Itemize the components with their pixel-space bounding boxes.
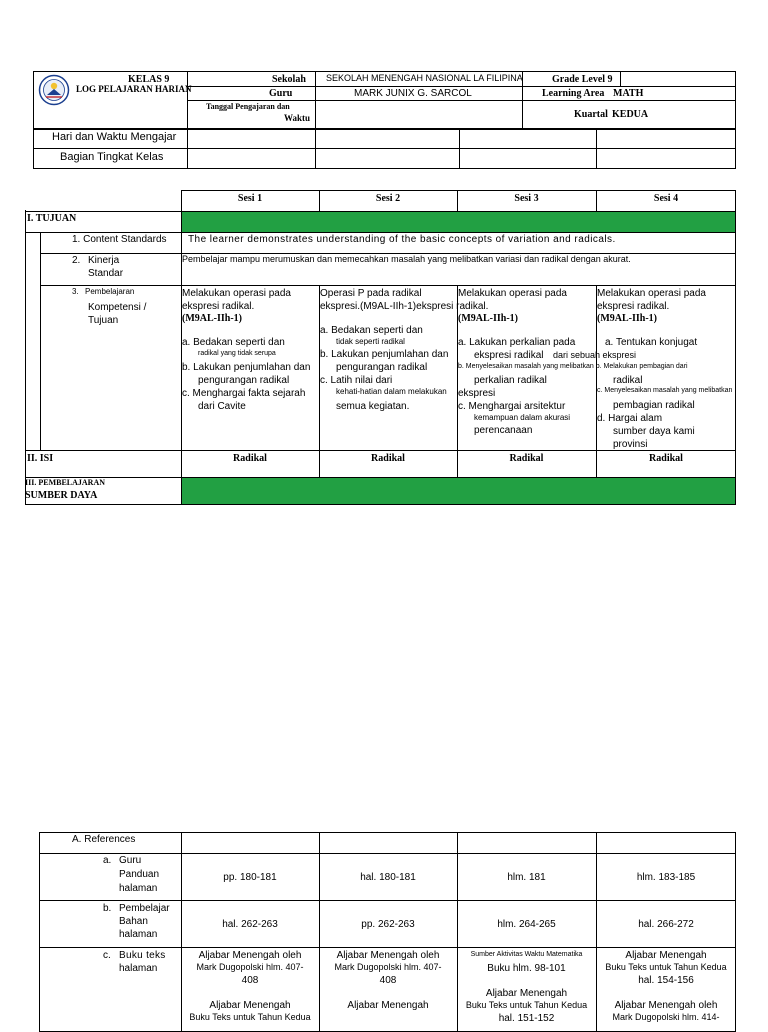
s4-a1: a. Tentukan konjugat — [605, 337, 698, 348]
s3-b2: ekspresi — [458, 388, 496, 399]
sumber-daya-title: SUMBER DAYA — [25, 490, 98, 501]
buku-s2-line-2: Mark Dugopolski hlm. 407- — [334, 962, 442, 972]
pembelajaran-title: III. PEMBELAJARAN — [25, 478, 106, 487]
buku-s4-line-5: Mark Dugopolski hlm. 414- — [612, 1012, 720, 1022]
s3-line-1: Melakukan operasi pada — [458, 288, 567, 299]
s4-d1: d. Hargai alam — [597, 413, 663, 424]
kinerja-text: Pembelajar mampu merumuskan dan memecahkan masalah yang melibatkan variasi dan radikal dengan akurat. — [182, 254, 631, 264]
grade-level-label: Grade Level 9 — [552, 74, 613, 85]
sumber-daya-green-bar — [182, 478, 735, 504]
guru-value: MARK JUNIX G. SARCOL — [354, 88, 472, 99]
guru-ref-label-1: Guru — [119, 855, 142, 866]
kompetensi-label-1: Kompetensi / — [88, 302, 147, 313]
s2-b1: b. Lakukan penjumlahan dan — [320, 349, 449, 360]
sekolah-value: SEKOLAH MENENGAH NASIONAL LA FILIPINA — [326, 73, 523, 83]
learning-area-label: Learning Area — [542, 88, 605, 99]
isi-session-3: Radikal — [509, 453, 544, 464]
buku-s1-line-3: 408 — [241, 975, 259, 986]
s1-line-1: Melakukan operasi pada — [182, 288, 291, 299]
isi-session-4: Radikal — [649, 453, 683, 464]
buku-s2-line-1: Aljabar Menengah oleh — [336, 950, 440, 961]
bagian-label: Bagian Tingkat Kelas — [60, 151, 164, 163]
content-standards-text: The learner demonstrates understanding of the basic concepts of variation and radicals. — [188, 234, 616, 245]
s1-c2: dari Cavite — [198, 401, 246, 412]
pemb-ref-s4: hal. 266-272 — [638, 919, 694, 930]
content-standards-label: 1. Content Standards — [72, 234, 167, 245]
s2-a2: tidak seperti radikal — [336, 337, 405, 346]
s1-line-2: ekspresi radikal. — [182, 301, 255, 312]
s3-a2: ekspresi radikal — [474, 350, 544, 361]
isi-title: II. ISI — [27, 453, 54, 464]
buku-s3-line-5: hal. 151-152 — [498, 1013, 555, 1024]
guru-ref-num: a. — [103, 855, 112, 866]
kinerja-label-1: Kinerja — [88, 255, 120, 266]
s2-c2: kehati-hatian dalam melakukan — [336, 387, 447, 396]
session-4-header: Sesi 4 — [653, 193, 679, 204]
pemb-ref-num: b. — [103, 903, 112, 914]
s1-a2: radikal yang tidak serupa — [198, 350, 276, 357]
references-title: A. References — [72, 834, 136, 845]
s2-b2: pengurangan radikal — [336, 362, 428, 373]
buku-s2-line-3: 408 — [379, 975, 397, 986]
guru-ref-label-3: halaman — [119, 883, 158, 894]
s1-code: (M9AL-IIh-1) — [182, 313, 242, 324]
pemb-ref-s1: hal. 262-263 — [222, 919, 278, 930]
s4-c0: c. Menyelesaikan masalah yang melibatkan — [597, 387, 733, 394]
buku-ref-num: c. — [103, 950, 111, 961]
guru-ref-s1: pp. 180-181 — [223, 872, 277, 883]
s2-line-1: Operasi P pada radikal — [320, 288, 422, 299]
tujuan-title: I. TUJUAN — [27, 213, 77, 224]
s2-c3: semua kegiatan. — [336, 401, 410, 412]
s3-a2b: dari sebuah ekspresi — [553, 350, 637, 360]
guru-ref-s2: hal. 180-181 — [360, 872, 416, 883]
deped-seal-logo — [38, 74, 70, 106]
isi-session-2: Radikal — [371, 453, 405, 464]
buku-s3-line-4: Buku Teks untuk Tahun Kedua — [465, 1000, 588, 1010]
s3-c2: kemampuan dalam akurasi — [474, 413, 571, 422]
session-3-header: Sesi 3 — [514, 193, 539, 204]
kompetensi-num: 3. — [72, 287, 79, 296]
s1-b1: b. Lakukan penjumlahan dan — [182, 362, 311, 373]
sekolah-label: Sekolah — [272, 74, 306, 85]
buku-s1-line-4: Aljabar Menengah — [209, 1000, 291, 1011]
kompetensi-label-2: Tujuan — [88, 315, 119, 326]
buku-s4-line-2: Buku Teks untuk Tahun Kedua — [605, 962, 727, 972]
buku-s4-line-3: hal. 154-156 — [638, 975, 694, 986]
s2-a1: a. Bedakan seperti dan — [320, 325, 423, 336]
pemb-ref-s3: hlm. 264-265 — [497, 919, 556, 930]
hari-label: Hari dan Waktu Mengajar — [52, 131, 177, 143]
log-title: LOG PELAJARAN HARIAN — [76, 84, 192, 94]
buku-s1-line-5: Buku Teks untuk Tahun Kedua — [189, 1012, 311, 1022]
buku-s3-line-3: Aljabar Menengah — [485, 988, 568, 999]
s2-c1: c. Latih nilai dari — [320, 375, 393, 386]
s3-b1: perkalian radikal — [474, 375, 547, 386]
s3-code: (M9AL-IIh-1) — [458, 313, 518, 324]
tujuan-green-bar — [182, 212, 735, 232]
s4-c1: pembagian radikal — [613, 400, 695, 411]
guru-label: Guru — [269, 88, 293, 99]
s3-a1: a. Lakukan perkalian pada — [458, 337, 576, 348]
s3-b0: b. Menyelesaikan masalah yang melibatkan b. Melakukan pembagian dari — [458, 363, 688, 370]
s4-code: (M9AL-IIh-1) — [597, 313, 657, 324]
buku-s4-line-1: Aljabar Menengah — [625, 950, 707, 961]
pemb-ref-s2: pp. 262-263 — [361, 919, 415, 930]
guru-ref-s4: hlm. 183-185 — [636, 872, 696, 883]
s1-b2: pengurangan radikal — [198, 375, 290, 386]
waktu-label: Waktu — [284, 113, 311, 123]
pemb-ref-label-3: halaman — [119, 929, 158, 940]
session-2-header: Sesi 2 — [375, 193, 401, 204]
session-1-header: Sesi 1 — [237, 193, 263, 204]
s4-line-2: ekspresi radikal. — [597, 301, 670, 312]
kuartal-value: KEDUA — [612, 109, 649, 120]
s4-b1: radikal — [613, 375, 643, 386]
s1-a1: a. Bedakan seperti dan — [182, 337, 285, 348]
kinerja-num: 2. — [72, 255, 81, 266]
pemb-ref-label-2: Bahan — [119, 916, 148, 927]
buku-ref-label-2: halaman — [119, 963, 158, 974]
tanggal-label: Tanggal Pengajaran dan — [206, 102, 290, 111]
s4-line-1: Melakukan operasi pada — [597, 288, 706, 299]
s2-line-2: ekspresi.(M9AL-IIh-1)ekspresi radikal. — [320, 301, 489, 312]
kinerja-label-2: Standar — [88, 268, 124, 279]
buku-ref-label-1: Buku teks — [119, 950, 166, 961]
s4-d2: sumber daya kami — [613, 426, 695, 437]
s1-c1: c. Menghargai fakta sejarah — [182, 388, 306, 399]
s3-c1: c. Menghargai arsitektur — [458, 401, 566, 412]
s4-d3: provinsi — [613, 439, 648, 450]
guru-ref-s3: hlm. 181 — [507, 872, 546, 883]
buku-s1-line-1: Aljabar Menengah oleh — [198, 950, 302, 961]
learning-area-value: MATH — [613, 88, 644, 99]
kelas-label: KELAS 9 — [128, 74, 170, 85]
buku-s1-line-2: Mark Dugopolski hlm. 407- — [196, 962, 304, 972]
pemb-ref-label-1: Pembelajar — [119, 903, 170, 914]
buku-s3-line-1: Sumber Aktivitas Waktu Matematika — [470, 951, 583, 958]
guru-ref-label-2: Panduan — [119, 869, 160, 880]
s3-c3: perencanaan — [474, 425, 533, 436]
kuartal-label: Kuartal — [574, 109, 608, 120]
kompetensi-small-label: Pembelajaran — [85, 287, 135, 296]
buku-s3-line-2: Buku hlm. 98-101 — [487, 963, 566, 974]
buku-s4-line-4: Aljabar Menengah oleh — [614, 1000, 718, 1011]
buku-s2-line-4: Aljabar Menengah — [347, 1000, 429, 1011]
isi-session-1: Radikal — [233, 453, 267, 464]
